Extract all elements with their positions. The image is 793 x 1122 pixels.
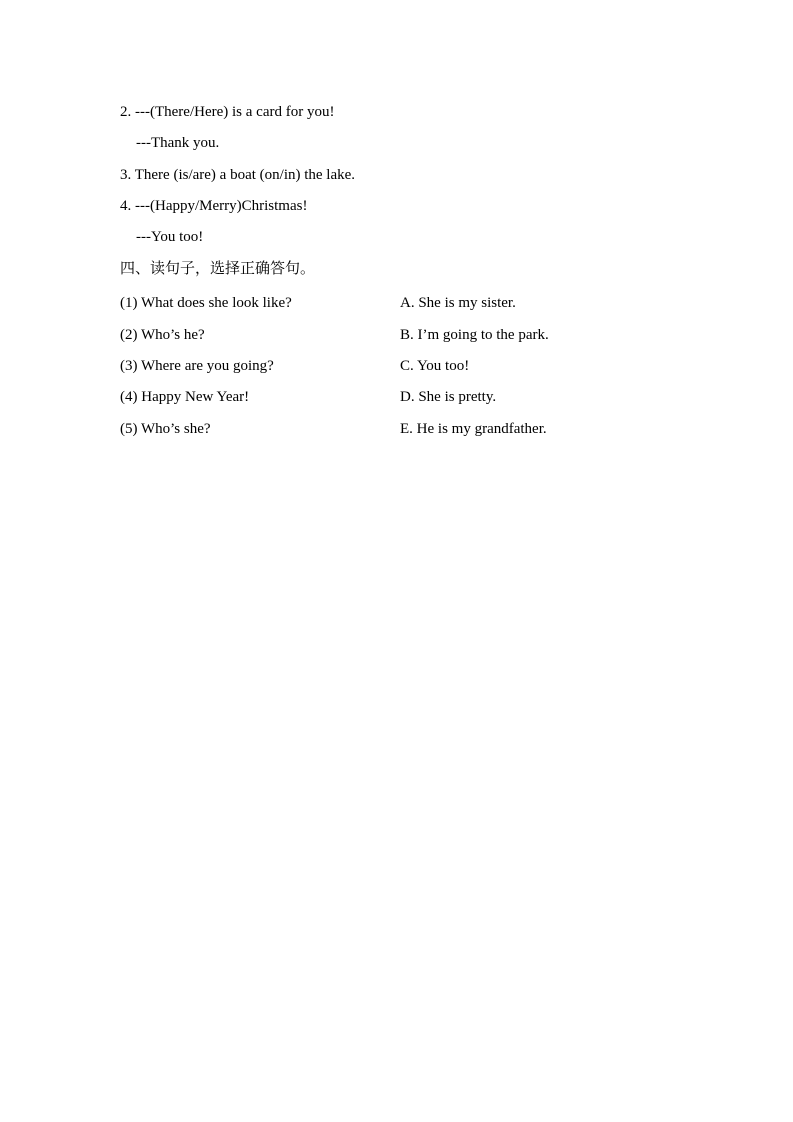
match-row [120,324,680,355]
exercise-item-2-response: ---Thank you. [136,135,220,152]
question-2: (2) Who’s he? [120,326,205,343]
match-row [120,292,680,323]
answer-c: C. You too! [400,358,470,375]
answer-e: E. He is my grandfather. [400,420,547,437]
question-5: (5) Who’s she? [120,420,211,437]
answer-b: B. I’m going to the park. [400,326,549,343]
answer-a: A. She is my sister. [400,295,516,312]
match-row [120,418,680,449]
exercise-item-3: 3. There (is/are) a boat (on/in) the lake. [120,166,356,183]
question-1: (1) What does she look like? [120,295,292,312]
match-row [120,386,680,417]
worksheet-content [120,101,680,449]
section-four-heading: 四、读句子，选择正确答句。 [120,259,316,278]
match-row [120,355,680,386]
question-3: (3) Where are you going? [120,358,274,375]
question-4: (4) Happy New Year! [120,389,250,406]
exercise-item-4-response: ---You too! [136,229,204,246]
exercise-item-2: 2. ---(There/Here) is a card for you! [120,104,335,120]
answer-d: D. She is pretty. [400,389,497,406]
exercise-item-4: 4. ---(Happy/Merry)Christmas! [120,197,308,214]
